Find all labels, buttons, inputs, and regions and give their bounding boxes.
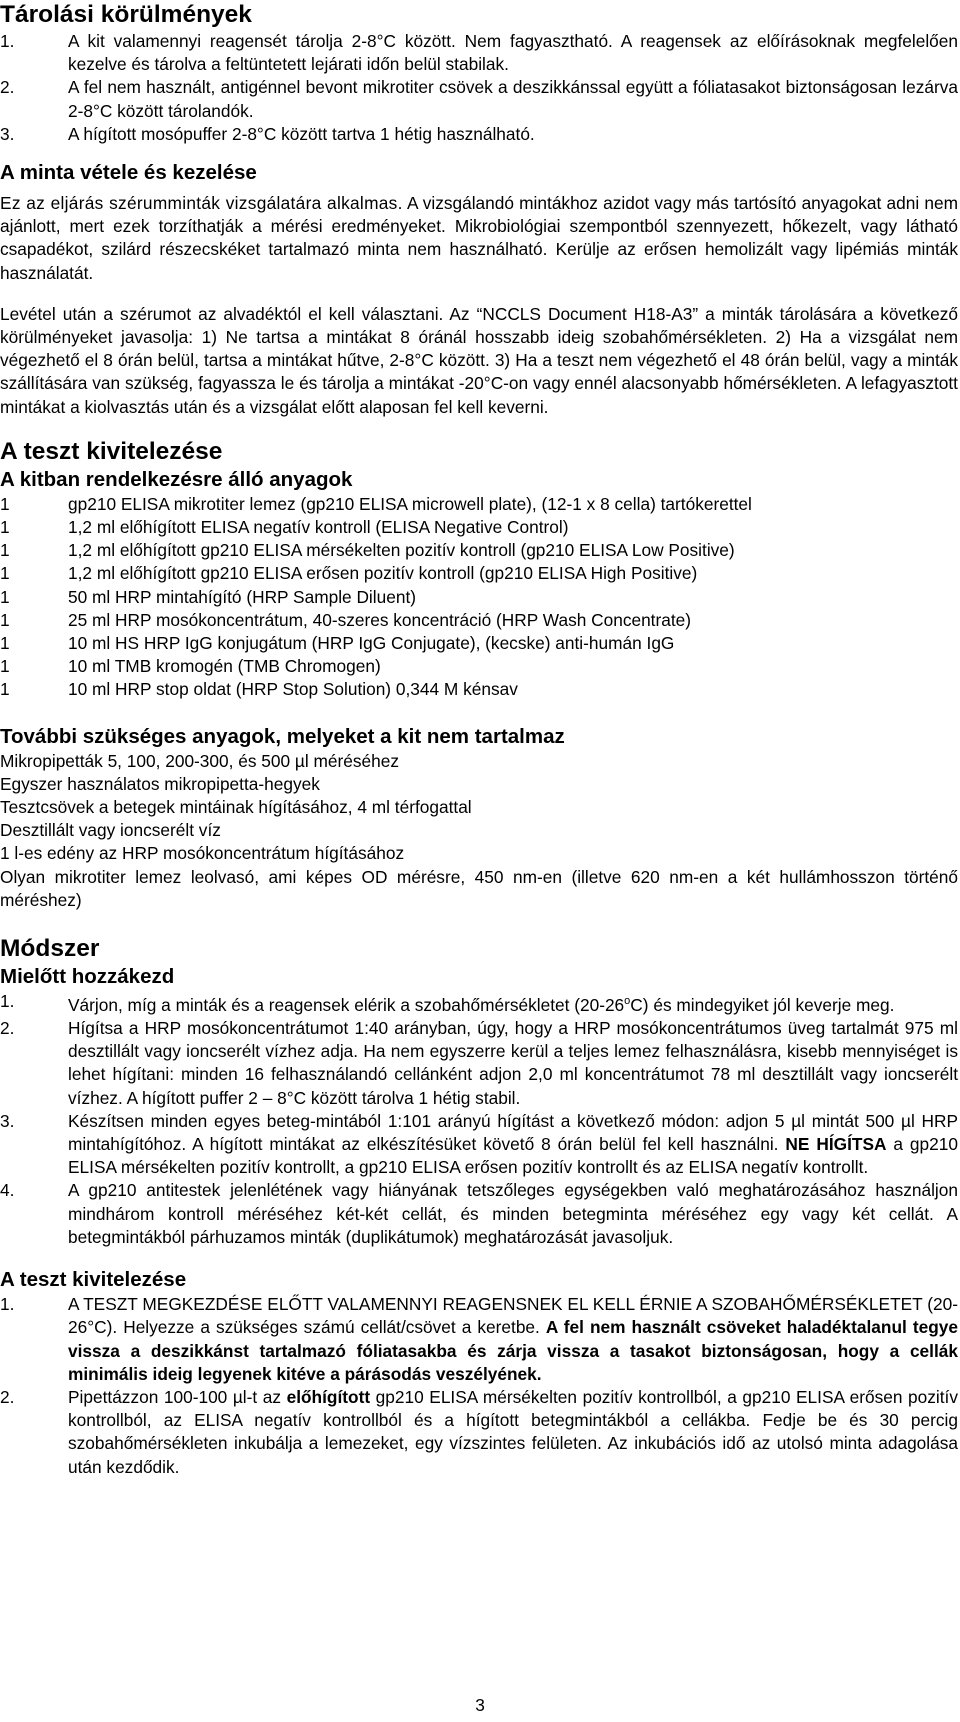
list-item: 1 l-es edény az HRP mosókoncentrátum hígításához bbox=[0, 843, 405, 864]
execution-title: A teszt kivitelezése bbox=[0, 1268, 187, 1292]
list-item: 3. Készítsen minden egyes beteg-mintából 1:101 arányú hígítást a következő módon: adjon 5 µl mintát 500 µl HRP mintahígítóhoz. A hígított mintákat az elkészítésüket követő 8 órán belül fel kell használni. NE HÍGÍTSA a gp210 ELISA mérsékelten pozitív kontrollt, a gp210 ELISA erősen pozitív kontrollt és az ELISA negatív kontrollt. bbox=[0, 1110, 958, 1178]
storage-list bbox=[0, 30, 958, 146]
sample-paragraph-2: Levétel után a szérumot az alvadéktól el kell választani. Az “NCCLS Document H18-A3” a minták tárolására a következő körülményeket javasolja: 1) Ne tartsa a mintákat 8 óránál hosszabb ideig szobahőmérsékleten. 2) Ha a vizsgálat nem végezhető el 8 órán belül, tartsa a mintákat hűtve, 2-8°C között. 3) Ha a teszt nem végezhető el 48 órán belül, vagy a minták szállítására van szükség, fagyassza le és tárolja a mintákat -20°C-on vagy ennél alacsonyabb hőmérsékleten. A lefagyasztott mintákat a kiolvasztás után és a vizsgálat előtt alaposan fel kell keverni. bbox=[0, 303, 958, 417]
list-item: 3. A hígított mosópuffer 2-8°C között tartva 1 hétig használható. bbox=[0, 123, 535, 144]
list-item: 1 25 ml HRP mosókoncentrátum, 40-szeres koncentráció (HRP Wash Concentrate) bbox=[0, 609, 692, 630]
sample-title: A minta vétele és kezelése bbox=[0, 161, 257, 185]
method-title: Módszer bbox=[0, 935, 100, 963]
list-item: 1. Várjon, míg a minták és a reagensek elérik a szobahőmérsékletet (20-26$^o$C) és mindegyiket jól keverje meg. bbox=[0, 991, 895, 1015]
list-item: 1 50 ml HRP mintahígító (HRP Sample Diluent) bbox=[0, 586, 417, 607]
list-item: Desztillált vagy ioncserélt víz bbox=[0, 820, 221, 841]
before-start-title: Mielőtt hozzákezd bbox=[0, 965, 175, 989]
list-item: 2. Pipettázzon 100-100 µl-t az előhígított gp210 ELISA mérsékelten pozitív kontrollból, a gp210 ELISA erősen pozitív kontrollból, az ELISA negatív kontrollból és a hígított betegmintákból a cellákba. Fedje be és 30 percig szobahőmérsékleten inkubálja a lemezeket, egy vízszintes felületen. Az inkubációs idő az utolsó minta adagolása után kezdődik. bbox=[0, 1386, 958, 1477]
kit-materials-title: A kitban rendelkezésre álló anyagok bbox=[0, 467, 353, 491]
list-item: Mikropipetták 5, 100, 200-300, és 500 µl méréséhez bbox=[0, 750, 400, 771]
sample-paragraph-1: Ez az eljárás szérumminták vizsgálatára alkalmas. A vizsgálandó mintákhoz azidot vagy más tartósító anyagokat adni nem ajánlott, mert ezek torzíthatják a mérési eredményeket. Mikrobiológiai szempontból szennyezett, hőkezelt, vagy látható csapadékot, szilárd részecskéket tartalmazó minta nem használható. Kerülje az erősen hemolizált vagy lipémiás minták használatát. bbox=[0, 193, 958, 283]
before-start-list bbox=[0, 990, 958, 1249]
list-item: 1 1,2 ml előhígított ELISA negatív kontroll (ELISA Negative Control) bbox=[0, 517, 569, 538]
extra-materials-title: További szükséges anyagok, melyeket a kit nem tartalmaz bbox=[0, 724, 565, 748]
list-item: 1 gp210 ELISA mikrotiter lemez (gp210 ELISA microwell plate), (12-1 x 8 cella) tartókerettel bbox=[0, 493, 752, 514]
list-item: 2. A fel nem használt, antigénnel bevont mikrotiter csövek a deszikkánssal együtt a fóliatasakot biztonságosan lezárva 2-8°C között tárolandók. bbox=[0, 77, 958, 121]
list-item: 1. A TESZT MEGKEZDÉSE ELŐTT VALAMENNYI REAGENSNEK EL KELL ÉRNIE A SZOBAHŐMÉRSÉKLETET (20-26°C). Helyezze a szükséges számú cellát/csövet a keretbe. A fel nem használt csöveket haladéktalanul tegye vissza a deszikkánst tartalmazó fóliatasakba és zárja vissza a tasakot biztonságosan, hogy a cellák minimális ideig legyenek kitéve a párásodás veszélyének. bbox=[0, 1294, 958, 1384]
list-item: 2. Hígítsa a HRP mosókoncentrátumot 1:40 arányban, úgy, hogy a HRP mosókoncentrátumos üveg tartalmát 975 ml desztillált vagy ioncserélt vízhez adja. Ha nem egyszerre kerül a teljes lemez felhasználásra, kisebb mennyiséget is lehet hígítani: minden 16 felhasználandó cellánként adjon 2,0 ml koncentrátumot 78 ml desztillált vagy ioncserélt vízhez. A hígított puffer 2 – 8°C között tárolva 1 hétig stabil. bbox=[0, 1018, 958, 1108]
list-item: Tesztcsövek a betegek mintáinak hígításához, 4 ml térfogattal bbox=[0, 797, 472, 818]
list-item: 1. A kit valamennyi reagensét tárolja 2-8°C között. Nem fagyasztható. A reagensek az előírásoknak megfelelően kezelve és tárolva a feltüntetett lejárati időn belül stabilak. bbox=[0, 31, 958, 75]
page-number: 3 bbox=[475, 1695, 485, 1715]
kit-materials-list bbox=[0, 493, 958, 702]
list-item: 1 1,2 ml előhígított gp210 ELISA erősen pozitív kontroll (gp210 ELISA High Positive) bbox=[0, 563, 698, 584]
list-item: Olyan mikrotiter lemez leolvasó, ami képes OD mérésre, 450 nm-en (illetve 620 nm-en a két hullámhosszon történő méréshez) bbox=[0, 866, 958, 910]
list-item: 1 1,2 ml előhígított gp210 ELISA mérsékelten pozitív kontroll (gp210 ELISA Low Positive) bbox=[0, 540, 735, 561]
list-item: 1 10 ml TMB kromogén (TMB Chromogen) bbox=[0, 656, 381, 677]
list-item: 1 10 ml HRP stop oldat (HRP Stop Solution) 0,344 M kénsav bbox=[0, 679, 518, 700]
execution-list bbox=[0, 1293, 958, 1479]
extra-materials-list bbox=[0, 750, 958, 912]
list-item: Egyszer használatos mikropipetta-hegyek bbox=[0, 773, 320, 794]
test-title: A teszt kivitelezése bbox=[0, 437, 223, 465]
list-item: 1 10 ml HS HRP IgG konjugátum (HRP IgG Conjugate), (kecske) anti-humán IgG bbox=[0, 633, 675, 654]
list-item: 4. A gp210 antitestek jelenlétének vagy hiányának tetszőleges egységekben való meghatározásához használjon mindhárom kontroll méréséhez két-két cellát, és minden betegminta méréséhez egy vagy két cellát. A betegmintákból párhuzamos minták (duplikátumok) meghatározását javasoljuk. bbox=[0, 1180, 958, 1247]
storage-title: Tárolási körülmények bbox=[0, 1, 252, 28]
